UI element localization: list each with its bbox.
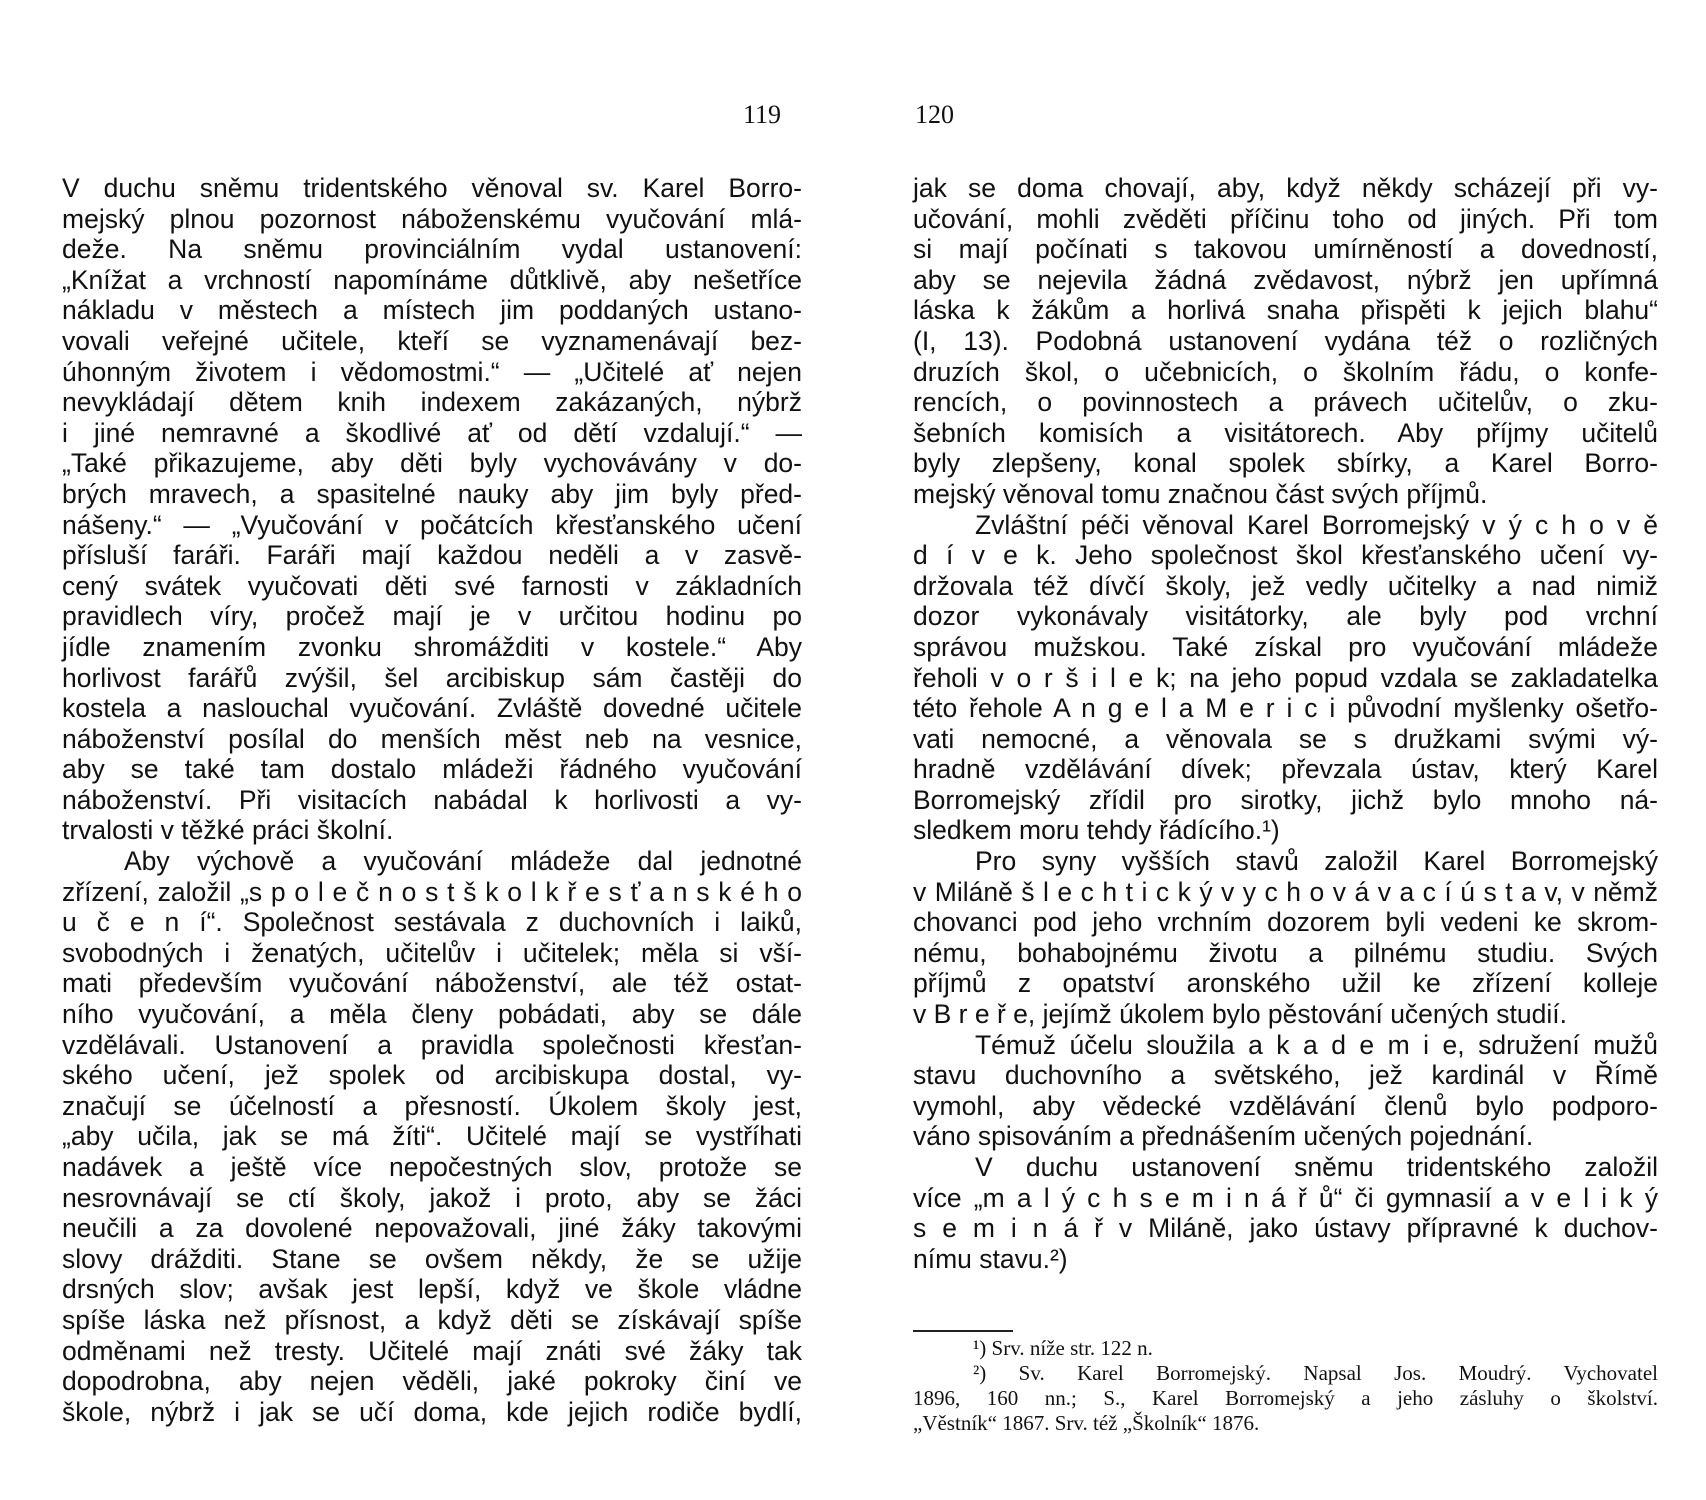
text-line: horlivost farářů zvýšil, šel arcibiskup sám častěji do <box>62 662 802 693</box>
text-line: spíše láska než přísnost, a když děti se získávají spíše <box>62 1304 802 1335</box>
left-body-text <box>62 173 802 1427</box>
text-line: mejský věnoval tomu značnou část svých příjmů. <box>913 478 1488 509</box>
text-line: váno spisováním a přednášením učených pojednání. <box>913 1121 1534 1152</box>
text-line: chovanci pod jeho vrchním dozorem byli vedeni ke skrom- <box>913 907 1658 938</box>
text-line: sledkem moru tehdy řádícího.¹) <box>913 815 1280 846</box>
text-line: učování, mohli zvěděti příčinu toho od jiných. Při tom <box>913 203 1658 234</box>
text-line: hradně vzdělávání dívek; převzala ústav, který Karel <box>913 754 1658 785</box>
text-line: cený svátek vyučovati děti své farnosti v základních <box>62 570 802 601</box>
footnotes <box>913 1336 1658 1436</box>
text-line: pravidlech víry, pročež mají je v určitou hodinu po <box>62 601 802 632</box>
text-line: správou mužskou. Také získal pro vyučování mládeže <box>913 631 1658 662</box>
text-line: trvalosti v těžké práci školní. <box>62 815 394 846</box>
text-line: (I, 13). Podobná ustanovení vydána též o rozličných <box>913 325 1658 356</box>
text-line: v Miláně š l e c h t i c k ý v y c h o v á v a c í ú s t a v, v němž <box>913 876 1658 907</box>
text-line: svobodných i ženatých, učitelův i učitelek; měla si vší- <box>62 937 802 968</box>
text-line: jídle znamením zvonku shromážditi v kostele.“ Aby <box>62 631 802 662</box>
text-line: slovy drážditi. Stane se ovšem někdy, že se užije <box>62 1243 802 1274</box>
footnote-line: 1896, 160 nn.; S., Karel Borromejský a jeho zásluhy o školství. <box>913 1386 1658 1410</box>
text-line: vzdělávali. Ustanovení a pravidla společnosti křesťan- <box>62 1029 802 1060</box>
text-line: „aby učila, jak se má žíti“. Učitelé mají se vystříhati <box>62 1121 802 1152</box>
text-line: nášeny.“ — „Vyučování v počátcích křesťanského učení <box>62 509 802 540</box>
text-line: i jiné nemravné a škodlivé ať od dětí vzdalují.“ — <box>62 417 802 448</box>
text-line: si mají počínati s takovou umírněností a dovedností, <box>913 234 1658 265</box>
text-line: mejský plnou pozornost náboženskému vyučování mlá- <box>62 203 802 234</box>
text-line: nímu stavu.²) <box>913 1243 1068 1274</box>
text-line: aby se také tam dostalo mládeži řádného vyučování <box>62 754 802 785</box>
text-line: rencích, o povinnostech a právech učitelův, o zku- <box>913 387 1658 418</box>
text-line: více „m a l ý c h s e m i n á ř ů“ či gymnasií a v e l i k ý <box>913 1182 1658 1213</box>
text-line: ního vyučování, a měla členy pobádati, aby se dále <box>62 999 802 1030</box>
text-line: „Také přikazujeme, aby děti byly vychovávány v do- <box>62 448 802 479</box>
text-line: Pro syny vyšších stavů založil Karel Borromejský <box>975 846 1658 877</box>
page-number-left: 119 <box>743 100 782 129</box>
text-line: příjmů z opatství aronského užil ke zřízení kolleje <box>913 968 1658 999</box>
text-line: jak se doma chovají, aby, když někdy scházejí při vy- <box>913 173 1658 203</box>
text-line: řeholi v o r š i l e k; na jeho popud vzdala se zakladatelka <box>913 662 1658 693</box>
text-line: nevykládají dětem knih indexem zakázaných, nýbrž <box>62 387 802 418</box>
text-line: kostela a naslouchal vyučování. Zvláště dovedné učitele <box>62 693 802 724</box>
footnote-line: ¹) Srv. níže str. 122 n. <box>973 1336 1153 1360</box>
text-line: úhonným životem i vědomostmi.“ — „Učitelé ať nejen <box>62 356 802 387</box>
text-line: této řehole A n g e l a M e r i c i původní myšlenky ošetřo- <box>913 693 1658 724</box>
text-line: láska k žákům a horlivá snaha přispěti k jejich blahu“ <box>913 295 1658 326</box>
text-line: dopodrobna, aby nejen věděli, jaké pokroky činí ve <box>62 1366 802 1397</box>
text-line: nákladu v městech a místech jim poddaných ustano- <box>62 295 802 326</box>
text-line: náboženství posílal do menších měst neb na vesnice, <box>62 723 802 754</box>
text-line: šebních komisích a visitátorech. Aby příjmy učitelů <box>913 417 1658 448</box>
text-line: stavu duchovního a světského, jež kardinál v Římě <box>913 1060 1658 1091</box>
text-line: drsných slov; avšak jest lepší, když ve škole vládne <box>62 1274 802 1305</box>
footnote-divider <box>913 1330 1013 1332</box>
text-line: s e m i n á ř v Miláně, jako ústavy přípravné k duchov- <box>913 1213 1658 1244</box>
text-line: přísluší faráři. Faráři mají každou neděli a v zasvě- <box>62 540 802 571</box>
text-line: V duchu sněmu tridentského věnoval sv. Karel Borro- <box>62 173 802 203</box>
text-line: značují se účelností a přesností. Úkolem školy jest, <box>62 1090 802 1121</box>
text-line: nému, bohabojnému životu a pilnému studiu. Svých <box>913 937 1658 968</box>
text-line: vymohl, aby vědecké vzdělávání členů bylo podporo- <box>913 1090 1658 1121</box>
text-line: „Knížat a vrchností napomínáme důtklivě, aby nešetříce <box>62 264 802 295</box>
text-line: Aby výchově a vyučování mládeže dal jednotné <box>124 846 802 877</box>
footnote-line: „Věstník“ 1867. Srv. též „Školník“ 1876. <box>913 1411 1260 1435</box>
text-line: aby se nejevila žádná zvědavost, nýbrž jen upřímná <box>913 264 1658 295</box>
text-line: V duchu ustanovení sněmu tridentského založil <box>975 1152 1658 1182</box>
text-line: nesrovnávají se ctí školy, jakož i proto, aby se žáci <box>62 1182 802 1213</box>
text-line: škole, nýbrž i jak se učí doma, kde jejich rodiče bydlí, <box>62 1396 802 1427</box>
text-line: deže. Na sněmu provinciálním vydal ustanovení: <box>62 234 802 265</box>
text-line: u č e n í“. Společnost sestávala z duchovních i laiků, <box>62 907 802 938</box>
text-line: v B r e ř e, jejímž úkolem bylo pěstování učených studií. <box>913 999 1567 1030</box>
footnote-line: ²) Sv. Karel Borromejský. Napsal Jos. Moudrý. Vychovatel <box>973 1361 1658 1385</box>
text-line: vati nemocné, a věnovala se s družkami svými vý- <box>913 723 1658 754</box>
text-line: držovala též dívčí školy, jež vedly učitelky a nad nimiž <box>913 570 1658 601</box>
text-line: brých mravech, a spasitelné nauky aby jim byly před- <box>62 478 802 509</box>
text-line: zřízení, založil „s p o l e č n o s t š k o l k ř e s ť a n s k é h o <box>62 876 802 907</box>
text-line: nadávek a ještě více nepočestných slov, protože se <box>62 1152 802 1182</box>
text-line: vovali veřejné učitele, kteří se vyznamenávají bez- <box>62 325 802 356</box>
page-number-right: 120 <box>915 100 954 129</box>
text-line: Témuž účelu sloužila a k a d e m i e, sdružení mužů <box>975 1029 1658 1060</box>
text-line: náboženství. Při visitacích nabádal k horlivosti a vy- <box>62 784 802 815</box>
text-line: druzích škol, o učebnicích, o školním řádu, o konfe- <box>913 356 1658 387</box>
text-line: mati především vyučování náboženství, ale též ostat- <box>62 968 802 999</box>
text-line: byly zlepšeny, konal spolek sbírky, a Karel Borro- <box>913 448 1658 479</box>
text-line: neučili a za dovolené nepovažovali, jiné žáky takovými <box>62 1213 802 1244</box>
right-body-text <box>913 173 1658 1274</box>
text-line: dozor vykonávaly visitátorky, ale byly pod vrchní <box>913 601 1658 632</box>
right-page <box>853 0 1706 1500</box>
text-line: odměnami než tresty. Učitelé mají znáti své žáky tak <box>62 1335 802 1366</box>
text-line: ského učení, jež spolek od arcibiskupa dostal, vy- <box>62 1060 802 1091</box>
text-line: d í v e k. Jeho společnost škol křesťanského učení vy- <box>913 540 1658 571</box>
text-line: Zvláštní péči věnoval Karel Borromejský v ý c h o v ě <box>975 509 1658 540</box>
text-line: Borromejský zřídil pro sirotky, jichž bylo mnoho ná- <box>913 784 1658 815</box>
